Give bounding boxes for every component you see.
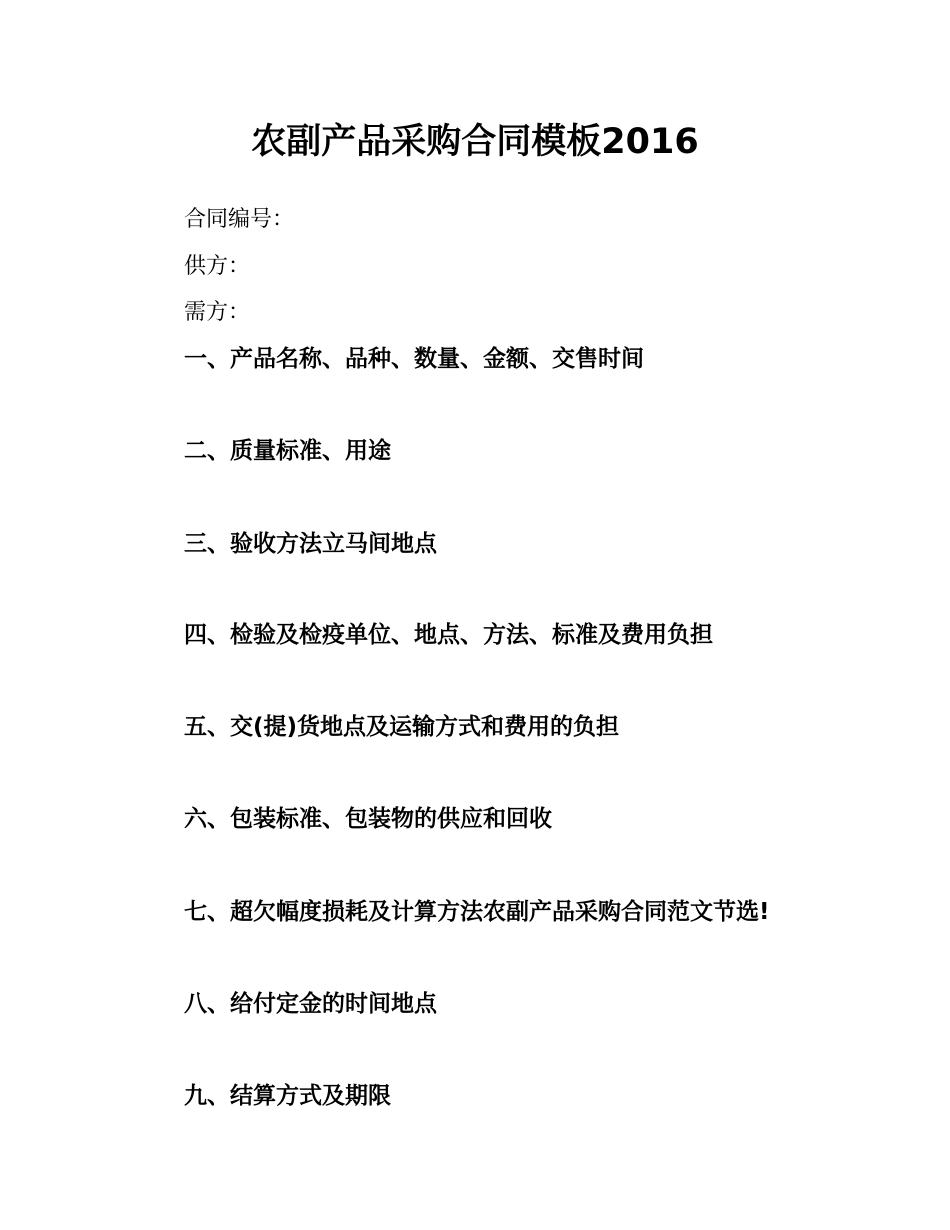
section-6-heading: 六、包装标准、包装物的供应和回收 (184, 806, 552, 832)
section-8-heading: 八、给付定金的时间地点 (184, 991, 437, 1017)
section-4-heading: 四、检验及检疫单位、地点、方法、标准及费用负担 (184, 622, 713, 648)
document-title: 农副产品采购合同模板2016 (251, 122, 699, 162)
section-1-heading: 一、产品名称、品种、数量、金额、交售时间 (184, 346, 644, 372)
section-5-heading: 五、交(提)货地点及运输方式和费用的负担 (184, 714, 620, 740)
section-7-heading: 七、超欠幅度损耗及计算方法农副产品采购合同范文节选! (184, 899, 770, 925)
section-9-heading: 九、结算方式及期限 (184, 1083, 391, 1109)
supplier-label: 供方： (184, 254, 251, 279)
buyer-label: 需方： (184, 300, 251, 325)
contract-number-label: 合同编号： (184, 207, 295, 232)
section-3-heading: 三、验收方法立马间地点 (184, 531, 437, 557)
section-2-heading: 二、质量标准、用途 (184, 438, 391, 464)
